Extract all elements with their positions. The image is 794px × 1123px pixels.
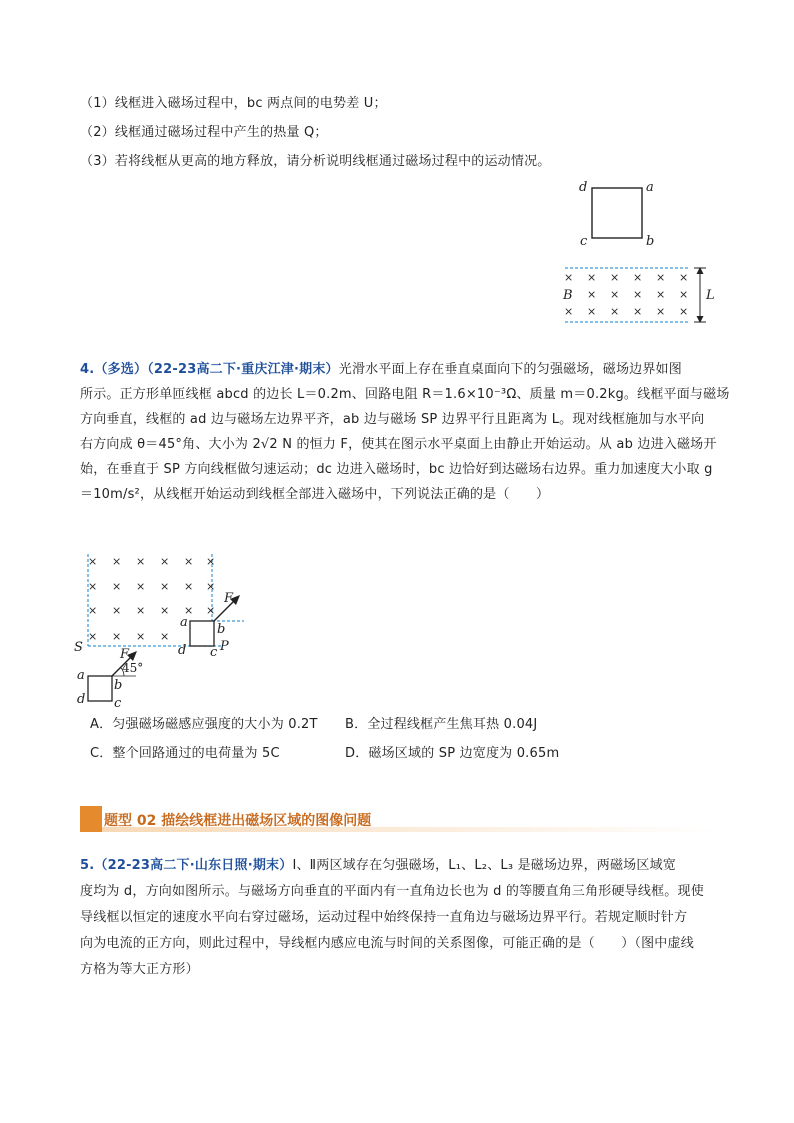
svg-text:×: × — [679, 305, 689, 318]
svg-text:×: × — [587, 305, 597, 318]
svg-text:×: × — [112, 604, 122, 617]
q4-option-d[interactable]: D．磁场区域的 SP 边宽度为 0.65m — [345, 746, 560, 761]
svg-text:×: × — [656, 271, 666, 284]
q5-line-1 — [80, 858, 676, 874]
q4-line-3: 方向垂直，线框的 ad 边与磁场左边界平齐，ab 边与磁场 SP 边界平行且距离为 L。现对线框施加与水平向 — [80, 412, 705, 427]
svg-text:×: × — [610, 305, 620, 318]
svg-text:×: × — [679, 288, 689, 301]
svg-text:×: × — [160, 604, 170, 617]
q5-line-4: 向为电流的正方向，则此过程中，导线框内感应电流与时间的关系图像，可能正确的是（ ）（图中虚线 — [80, 936, 694, 951]
q4-line-5: 始，在垂直于 SP 方向线框做匀速运动；dc 边进入磁场时，bc 边恰好到达磁场右边界。重力加速度大小取 g — [80, 462, 713, 477]
q3-wire-frame — [592, 188, 642, 238]
q4-line-2: 所示。正方形单匝线框 abcd 的边长 L＝0.2m、回路电阻 R＝1.6×10⁻³Ω、质量 m＝0.2kg。线框平面与磁场 — [80, 387, 730, 402]
q4-line-1 — [80, 362, 682, 378]
svg-text:×: × — [564, 305, 574, 318]
q4-figure — [72, 548, 262, 711]
q3-label-d: d — [579, 180, 588, 195]
q4-frame-inside — [190, 621, 214, 646]
q5-line-2: 度均为 d，方向如图所示。与磁场方向垂直的平面内有一直角边长也为 d 的等腰直角三角形硬导线框。现使 — [80, 884, 704, 899]
svg-text:×: × — [112, 580, 122, 593]
svg-text:×: × — [136, 555, 146, 568]
q3-sub2: （2）线框通过磁场过程中产生的热量 Q； — [80, 125, 328, 140]
q5-tag: 5.（22-23高二下·山东日照·期末） — [80, 858, 293, 873]
svg-text:×: × — [656, 305, 666, 318]
svg-text:×: × — [610, 271, 620, 284]
svg-text:×: × — [112, 630, 122, 643]
q4-upper-c: c — [210, 645, 218, 660]
q3-label-a: a — [646, 180, 654, 195]
q3-label-B: B — [563, 288, 573, 303]
svg-text:×: × — [88, 604, 98, 617]
q5-line-5: 方格为等大正方形） — [80, 962, 199, 977]
svg-text:×: × — [112, 555, 122, 568]
svg-text:×: × — [633, 271, 643, 284]
svg-text:×: × — [136, 604, 146, 617]
svg-text:×: × — [160, 630, 170, 643]
q4-label-S: S — [74, 640, 83, 655]
svg-text:×: × — [136, 580, 146, 593]
q4-upper-F: F — [224, 591, 234, 606]
section-marker — [80, 806, 102, 832]
svg-text:×: × — [206, 604, 216, 617]
q3-figure — [560, 175, 720, 330]
svg-text:×: × — [610, 288, 620, 301]
q4-upper-d: d — [178, 643, 187, 658]
svg-text:×: × — [184, 604, 194, 617]
q4-tag: 4.（多选）（22-23高二下·重庆江津·期末） — [80, 362, 339, 377]
q4-lower-a: a — [77, 668, 85, 683]
q4-lower-F: F — [120, 647, 130, 662]
q3-sub1: （1）线框进入磁场过程中，bc 两点间的电势差 U； — [80, 96, 387, 111]
q4-line-4: 右方向成 θ＝45°角、大小为 2√2 N 的恒力 F，使其在图示水平桌面上由静止开始运动。从 ab 边进入磁场开 — [80, 437, 717, 452]
q3-field-crosses — [564, 271, 688, 318]
svg-text:×: × — [206, 555, 216, 568]
svg-text:×: × — [633, 288, 643, 301]
svg-text:×: × — [184, 580, 194, 593]
q4-lower-b: b — [114, 678, 123, 693]
q3-label-b: b — [646, 234, 655, 249]
svg-text:×: × — [160, 555, 170, 568]
q3-sub3: （3）若将线框从更高的地方释放，请分析说明线框通过磁场过程中的运动情况。 — [80, 154, 551, 169]
svg-text:×: × — [656, 288, 666, 301]
svg-text:×: × — [206, 580, 216, 593]
q4-upper-a: a — [180, 615, 188, 630]
svg-text:×: × — [184, 555, 194, 568]
q4-option-c[interactable]: C．整个回路通过的电荷量为 5C — [90, 746, 280, 761]
q4-frame-start — [88, 676, 112, 701]
svg-text:×: × — [633, 305, 643, 318]
q4-option-b[interactable]: B．全过程线框产生焦耳热 0.04J — [345, 717, 538, 732]
svg-text:×: × — [136, 630, 146, 643]
q5-line-3: 导线框以恒定的速度水平向右穿过磁场，运动过程中始终保持一直角边与磁场边界平行。若规定顺时针方 — [80, 910, 688, 925]
svg-text:×: × — [564, 271, 574, 284]
q4-option-a[interactable]: A．匀强磁场磁感应强度的大小为 0.2T — [90, 717, 318, 732]
svg-text:×: × — [679, 271, 689, 284]
q3-label-c: c — [580, 234, 588, 249]
section-header — [80, 806, 720, 832]
svg-text:×: × — [88, 630, 98, 643]
q3-dimension-L — [694, 267, 706, 323]
svg-text:×: × — [88, 555, 98, 568]
q5-text-1: Ⅰ、Ⅱ两区域存在匀强磁场，L₁、L₂、L₃ 是磁场边界，两磁场区域宽 — [292, 858, 676, 873]
q4-upper-b: b — [217, 622, 226, 637]
svg-text:×: × — [88, 580, 98, 593]
q3-label-L: L — [706, 288, 715, 303]
q4-label-P: P — [220, 639, 229, 654]
svg-text:×: × — [160, 580, 170, 593]
q4-angle-label: 45° — [122, 661, 144, 675]
q4-text-1: 光滑水平面上存在垂直桌面向下的匀强磁场，磁场边界如图 — [338, 362, 682, 377]
svg-text:×: × — [587, 288, 597, 301]
section-title: 题型 02 描绘线框进出磁场区域的图像问题 — [104, 813, 372, 829]
q4-line-6: ＝10m/s²，从线框开始运动到线框全部进入磁场中，下列说法正确的是（ ） — [80, 487, 550, 502]
q4-lower-c: c — [114, 696, 122, 711]
svg-text:×: × — [587, 271, 597, 284]
q4-lower-d: d — [77, 692, 86, 707]
